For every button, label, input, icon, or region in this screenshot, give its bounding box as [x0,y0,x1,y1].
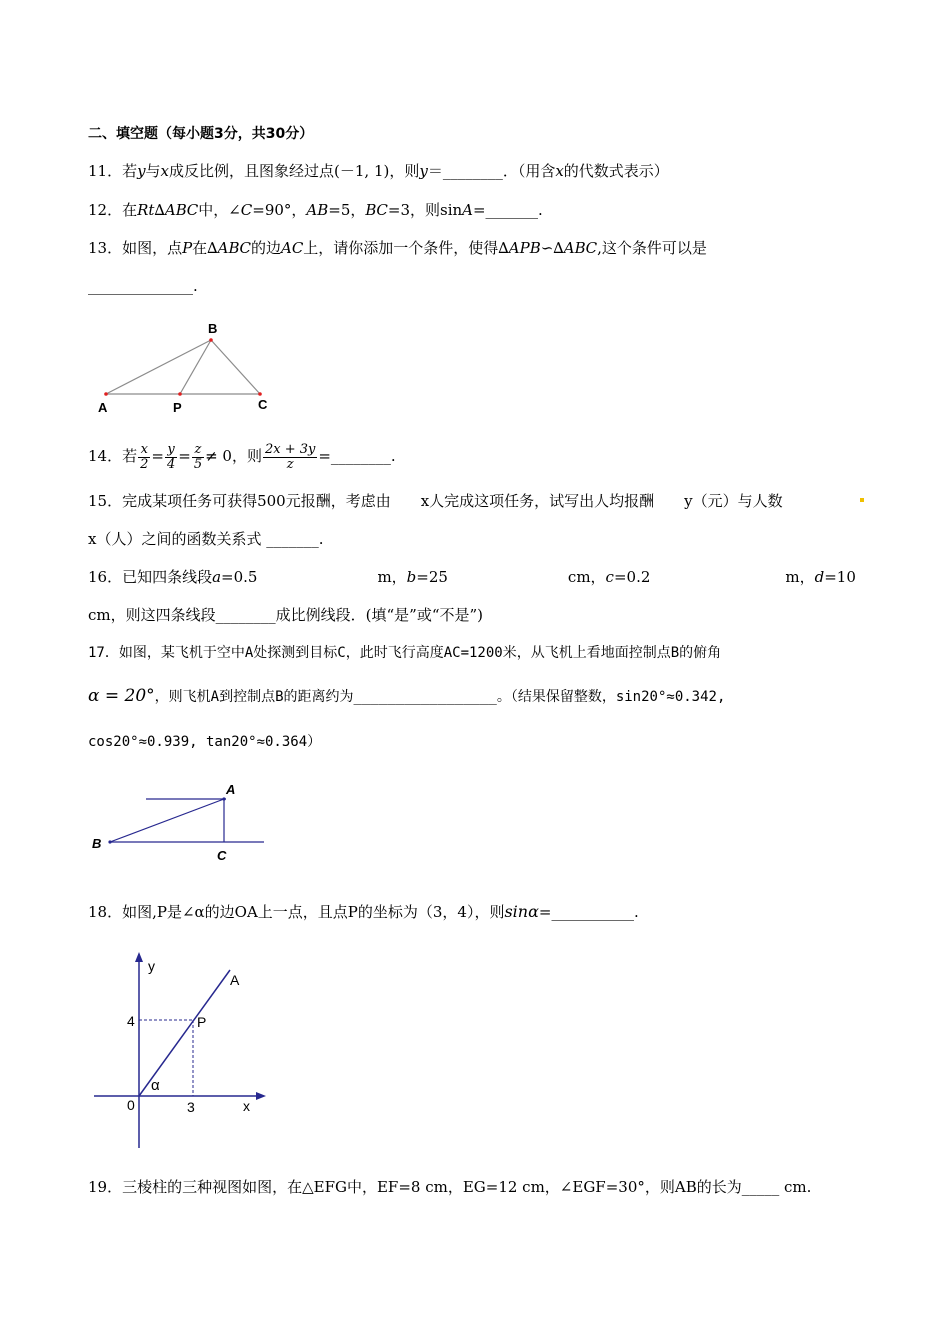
question-17-line-2 [88,686,725,707]
figure-13-triangle [92,318,282,418]
question-18 [88,902,639,922]
question-15-line-2: x（人）之间的函数关系式 _______. [88,530,324,548]
point-b [209,338,213,342]
q14-prefix: 14．若 [88,447,138,465]
label-p: P [173,400,182,415]
point-a [104,392,108,396]
label-a: A [230,972,240,988]
annotation-dot [860,498,864,502]
section-title: 二、填空题（每小题3分，共30分） [88,126,314,142]
label-c: C [217,848,227,863]
question-19: 19．三棱柱的三种视图如图，在△EFG中，EF=8 cm，EG=12 cm，∠EGF=30°，则AB的长为_____ cm. [88,1178,812,1196]
label-a: A [98,400,108,415]
segment-bc [211,340,260,394]
fraction-x-over-2: $\frac{x}{2}$ [140,441,149,472]
not-equal-zero: ≠ 0，则 [205,447,262,465]
question-14 [88,438,396,474]
equals-2: = [178,447,191,465]
equals-1: = [151,447,164,465]
label-0: 0 [127,1097,135,1113]
label-p: P [197,1014,207,1030]
label-a: A [226,782,236,797]
point-c [258,392,262,396]
point-p [178,392,182,396]
question-13-blank: ______________. [88,277,198,295]
sin-alpha: sinα [504,902,539,921]
q18-text: 18．如图,P是∠α的边OA上一点，且点P的坐标为（3，4），则 [88,903,505,921]
question-15-line-1: 15．完成某项任务可获得500元报酬，考虑由 x人完成这项任务，试写出人均报酬 y（元）与人数 [88,492,783,510]
question-16-line-2: cm，则这四条线段________成比例线段．(填“是”或“不是”) [88,606,484,624]
label-alpha: α [151,1077,160,1094]
label-x: x [243,1098,250,1114]
fraction-z-over-5: $\frac{z}{5}$ [193,441,203,472]
question-16-line-1: 16．已知四条线段𝑎=0.5 m，𝑏=25 cm，𝑐=0.2 m，𝑑=10 [88,568,856,586]
question-17-line-1: 17．如图，某飞机于空中A处探测到目标C，此时飞行高度AC=1200米，从飞机上看地面控制点B的俯角 [88,645,722,661]
question-17-line-3: cos20°≈0.939, tan20°≈0.364） [88,734,322,750]
label-b: B [208,321,218,336]
x-axis-arrow [256,1092,266,1100]
label-y: y [148,958,155,974]
y-axis-arrow [135,952,143,962]
figure-17-airplane [86,772,266,864]
q17-line2-rest: ，则飞机A到控制点B的距离约为_________________。（结果保留整数，sin20°≈0.342, [154,689,726,705]
label-3: 3 [187,1099,195,1115]
figure-18-coordinates [90,948,280,1153]
fraction-y-over-4: $\frac{y}{4}$ [166,441,176,472]
label-b: B [92,836,102,851]
segment-ab [110,799,224,842]
label-4: 4 [127,1013,135,1029]
q14-suffix: =________. [318,447,396,465]
question-11: 11．若𝑦与𝑥成反比例，且图象经过点(－1, 1)，则𝑦＝________．（用含𝑥的代数式表示） [88,162,669,180]
label-c: C [258,397,268,412]
q18-blank: =___________. [538,903,639,921]
point-b [108,840,111,843]
alpha-20-degrees: α = 20° [88,686,155,706]
point-a [222,797,225,800]
fraction-2x3y-over-z: $\frac{2x + 3y}{z}$ [264,441,316,472]
question-12: 12．在𝑅𝑡∆𝐴𝐵𝐶中，∠𝐶=90°，𝐴𝐵=5，𝐵𝐶=3，则sin𝐴=_______. [88,201,543,219]
question-13: 13．如图，点𝑃在∆𝐴𝐵𝐶的边𝐴𝐶上，请你添加一个条件，使得∆𝐴𝑃𝐵∽∆𝐴𝐵𝐶,这个条件可以是 [88,239,707,257]
